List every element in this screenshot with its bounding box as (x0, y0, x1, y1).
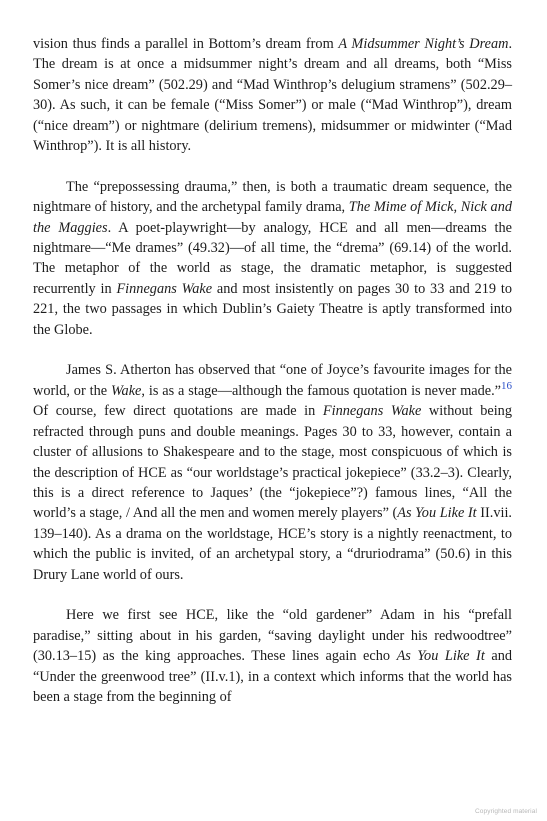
text-run: vision thus finds a parallel in Bottom’s dream from (33, 36, 339, 52)
paragraph (33, 360, 512, 584)
paragraph (33, 605, 512, 707)
copyright-watermark: Copyrighted material (475, 808, 537, 815)
body-text (33, 34, 512, 707)
text-run: without being refracted through puns and double meanings. Pages 30 to 33, however, contain a cluster of allusions to Shakespeare and to the stage, most conspicuous of which is the description of HCE as “our worldstage’s practical jokepiece” (33.2–3). Clearly, this is a direct reference to Jaques’ (the “jokepiece”?) famous lines, “All the world’s a stage, / And all the men and women merely players” ( (33, 403, 512, 522)
text-run: . The dream is at once a midsummer night’s dream and all dreams, both “Miss Somer’s nice dream” (502.29) and “Mad Winthrop’s delugium stramens” (502.29–30). As such, it can be female (“Miss Somer”) or male (“Mad Winthrop”), dream (“nice dream”) or nightmare (delirium tremens), midsummer or midwinter (“Mad Winthrop”). It is all history. (33, 36, 513, 155)
italic-title: Finnegans Wake (116, 280, 213, 297)
italic-title: Finnegans Wake (322, 403, 422, 420)
text-run: James S. Atherton has observed that “one of Joyce’s favourite images for the world, or the (33, 362, 512, 399)
text-run: Here we first see HCE, like the “old gardener” Adam in his “prefall paradise,” sitting about in his garden, “saving daylight under his redwoodtree” (30.13–15) as the king approaches. These lines again echo (33, 607, 512, 665)
paragraph (33, 177, 512, 340)
text-run: and most insistently on pages 30 to 33 and 219 to 221, the two passages in which Dublin’s Gaiety Theatre is aptly transformed into the Globe. (33, 280, 512, 338)
text-run: Of course, few direct quotations are made in (33, 403, 323, 420)
italic-title: As You Like It (397, 505, 477, 522)
footnote-marker[interactable]: 16 (501, 380, 512, 393)
text-run: , is as a stage—although the famous quotation is never made.” (141, 382, 501, 399)
italic-title: Wake (110, 382, 142, 399)
italic-title: A Midsummer Night’s Dream (338, 36, 509, 52)
text-run: and “Under the greenwood tree” (II.v.1), in a context which informs that the world has been a stage from the beginning of (33, 648, 512, 705)
italic-title: The Mime of Mick, Nick and the Maggies (33, 199, 512, 236)
paragraph (33, 34, 512, 156)
italic-title: As You Like It (396, 648, 485, 665)
text-run: The “prepossessing drauma,” then, is both a traumatic dream sequence, the nightmare of history, and the archetypal family drama, (33, 178, 512, 216)
text-run: . A poet-playwright—by analogy, HCE and all men—dreams the nightmare—“Me drames” (49.32)—of all time, the “drema” (69.14) of the world. The metaphor of the world as stage, the dramatic metaphor, is suggested recurrently in (33, 219, 512, 297)
text-run: II.vii. 139–140). As a drama on the worldstage, HCE’s story is a nightly reenactment, to which the public is invited, of an archetypal story, a “druriodrama” (50.6) in this Drury Lane world of ours. (33, 505, 512, 583)
